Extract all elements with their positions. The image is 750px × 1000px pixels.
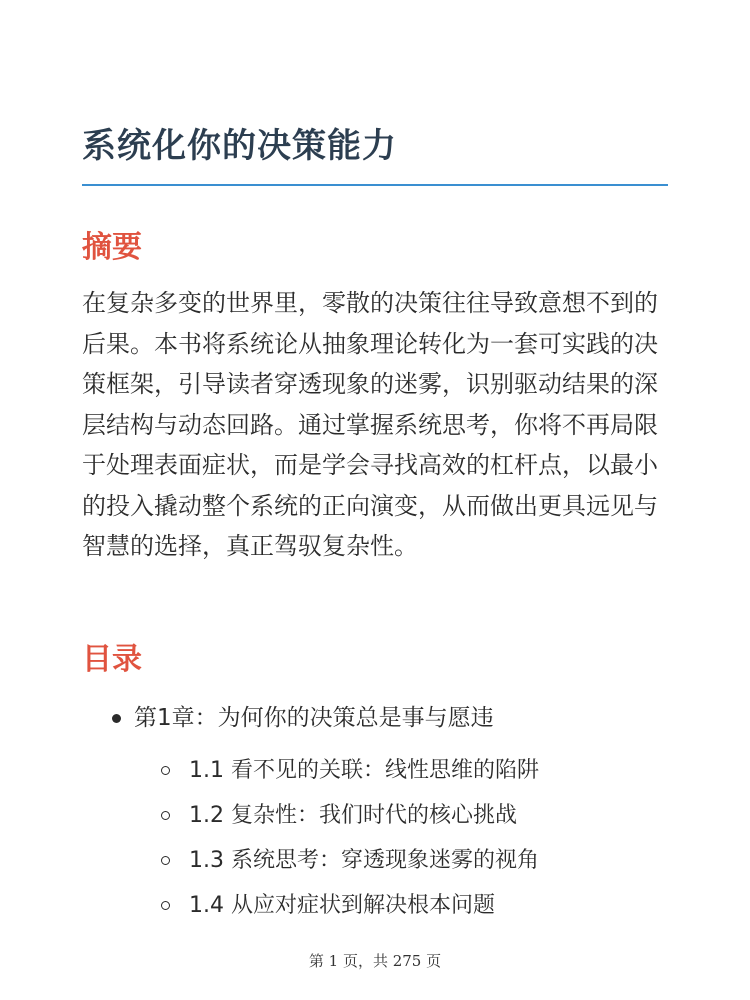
summary-paragraph: 在复杂多变的世界里，零散的决策往往导致意想不到的后果。本书将系统论从抽象理论转化为一套可实践的决策框架，引导读者穿透现象的迷雾，识别驱动结果的深层结构与动态回路。通过掌握系统思考，你将不再局限于处理表面症状，而是学会寻找高效的杠杆点，以最小的投入撬动整个系统的正向演变，从而做出更具远见与智慧的选择，真正驾驭复杂性。 xyxy=(82,289,658,560)
hollow-bullet-icon xyxy=(161,901,170,910)
title-divider xyxy=(82,184,668,186)
hollow-bullet-icon xyxy=(161,856,170,865)
toc-section-label: 1.2 复杂性：我们时代的核心挑战 xyxy=(189,803,517,828)
toc-section-group xyxy=(82,742,668,922)
toc-section-label: 1.1 看不见的关联：线性思维的陷阱 xyxy=(189,758,539,783)
toc-section-item[interactable] xyxy=(82,844,668,889)
toc-section-item[interactable] xyxy=(82,799,668,844)
summary-heading: 摘要 xyxy=(82,230,142,265)
toc-section-list xyxy=(82,754,668,934)
document-title: 系统化你的决策能力 xyxy=(82,126,397,166)
toc-heading: 目录 xyxy=(82,642,142,677)
toc-chapter-1[interactable] xyxy=(82,700,668,742)
toc-chapter-label: 第1章：为何你的决策总是事与愿违 xyxy=(134,705,494,731)
toc-section-label: 1.4 从应对症状到解决根本问题 xyxy=(189,893,495,918)
toc-section-item[interactable] xyxy=(82,754,668,799)
hollow-bullet-icon xyxy=(161,766,170,775)
toc-section-item[interactable] xyxy=(82,889,668,934)
toc-section-label: 1.3 系统思考：穿透现象迷雾的视角 xyxy=(189,848,539,873)
table-of-contents xyxy=(82,700,668,922)
page-number-footer: 第 1 页，共 275 页 xyxy=(308,952,442,970)
hollow-bullet-icon xyxy=(161,811,170,820)
filled-bullet-icon xyxy=(112,714,121,723)
